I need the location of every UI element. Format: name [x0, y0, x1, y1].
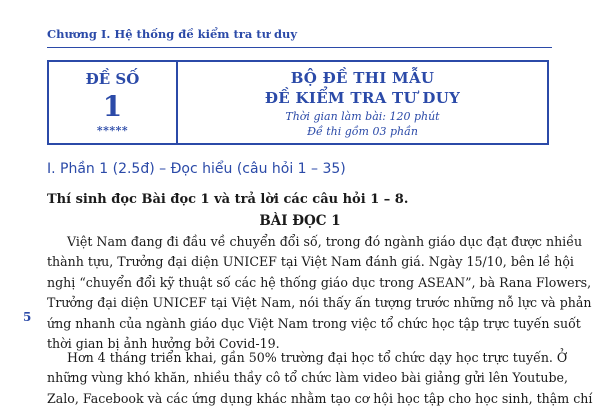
paragraph-line: Hơn 4 tháng triển khai, gần 50% trường đại học tổ chức dạy học trực tuyến. Ở: [67, 350, 568, 365]
exam-time-note: Thời gian làm bài: 120 phút: [285, 110, 440, 123]
line-number-marker: 5: [23, 310, 32, 324]
paragraph-line: nghị “chuyển đổi kỹ thuật số các hệ thống giáo dục trong ASEAN”, bà Rana Flowers,: [47, 274, 592, 290]
paragraph-line: thời gian bị ảnh hưởng bởi Covid-19.: [47, 335, 280, 351]
exam-title-main: BỘ ĐỀ THI MẪU: [290, 69, 435, 87]
stars-decoration: *****: [96, 124, 129, 137]
exam-title-sub: ĐỀ KIỂM TRA TƯ DUY: [264, 89, 461, 107]
chapter-header: Chương I. Hệ thống đề kiểm tra tư duy: [47, 27, 298, 41]
reading-paragraph-2: [47, 348, 593, 409]
section-heading: I. Phần 1 (2.5đ) – Đọc hiểu (câu hỏi 1 – 35): [47, 161, 346, 177]
paragraph-line: Việt Nam đang đi đầu về chuyển đổi số, trong đó ngành giáo dục đạt được nhiều: [67, 234, 583, 249]
exam-title-box: [47, 60, 549, 145]
header-divider: [47, 47, 552, 48]
exam-title-cell: [178, 62, 547, 143]
paragraph-line: ứng nhanh của ngành giáo dục Việt Nam trong việc tổ chức học tập trực tuyến suốt: [47, 315, 581, 331]
exam-pages-note: Đề thi gồm 03 phần: [307, 125, 418, 138]
reading-paragraph-1: [47, 232, 592, 354]
reading-title: BÀI ĐỌC 1: [259, 213, 341, 229]
paragraph-line: những vùng khó khăn, nhiều thầy cô tổ chức làm video bài giảng gửi lên Youtube,: [47, 370, 568, 386]
exam-number-label: ĐỀ SỐ: [85, 70, 140, 88]
exam-number: 1: [102, 90, 123, 123]
reading-instruction: Thí sinh đọc Bài đọc 1 và trả lời các câu hỏi 1 – 8.: [47, 192, 409, 207]
paragraph-line: Trưởng đại diện UNICEF tại Việt Nam, nói thấy ấn tượng trước những nỗ lực và phản: [47, 295, 592, 311]
exam-number-cell: [49, 62, 176, 143]
paragraph-line: Zalo, Facebook và các ứng dụng khác nhằm tạo cơ hội học tập cho học sinh, thậm chí: [47, 390, 593, 406]
paragraph-line: thành tựu, Trưởng đại diện UNICEF tại Việt Nam đánh giá. Ngày 15/10, bên lề hội: [47, 254, 574, 270]
